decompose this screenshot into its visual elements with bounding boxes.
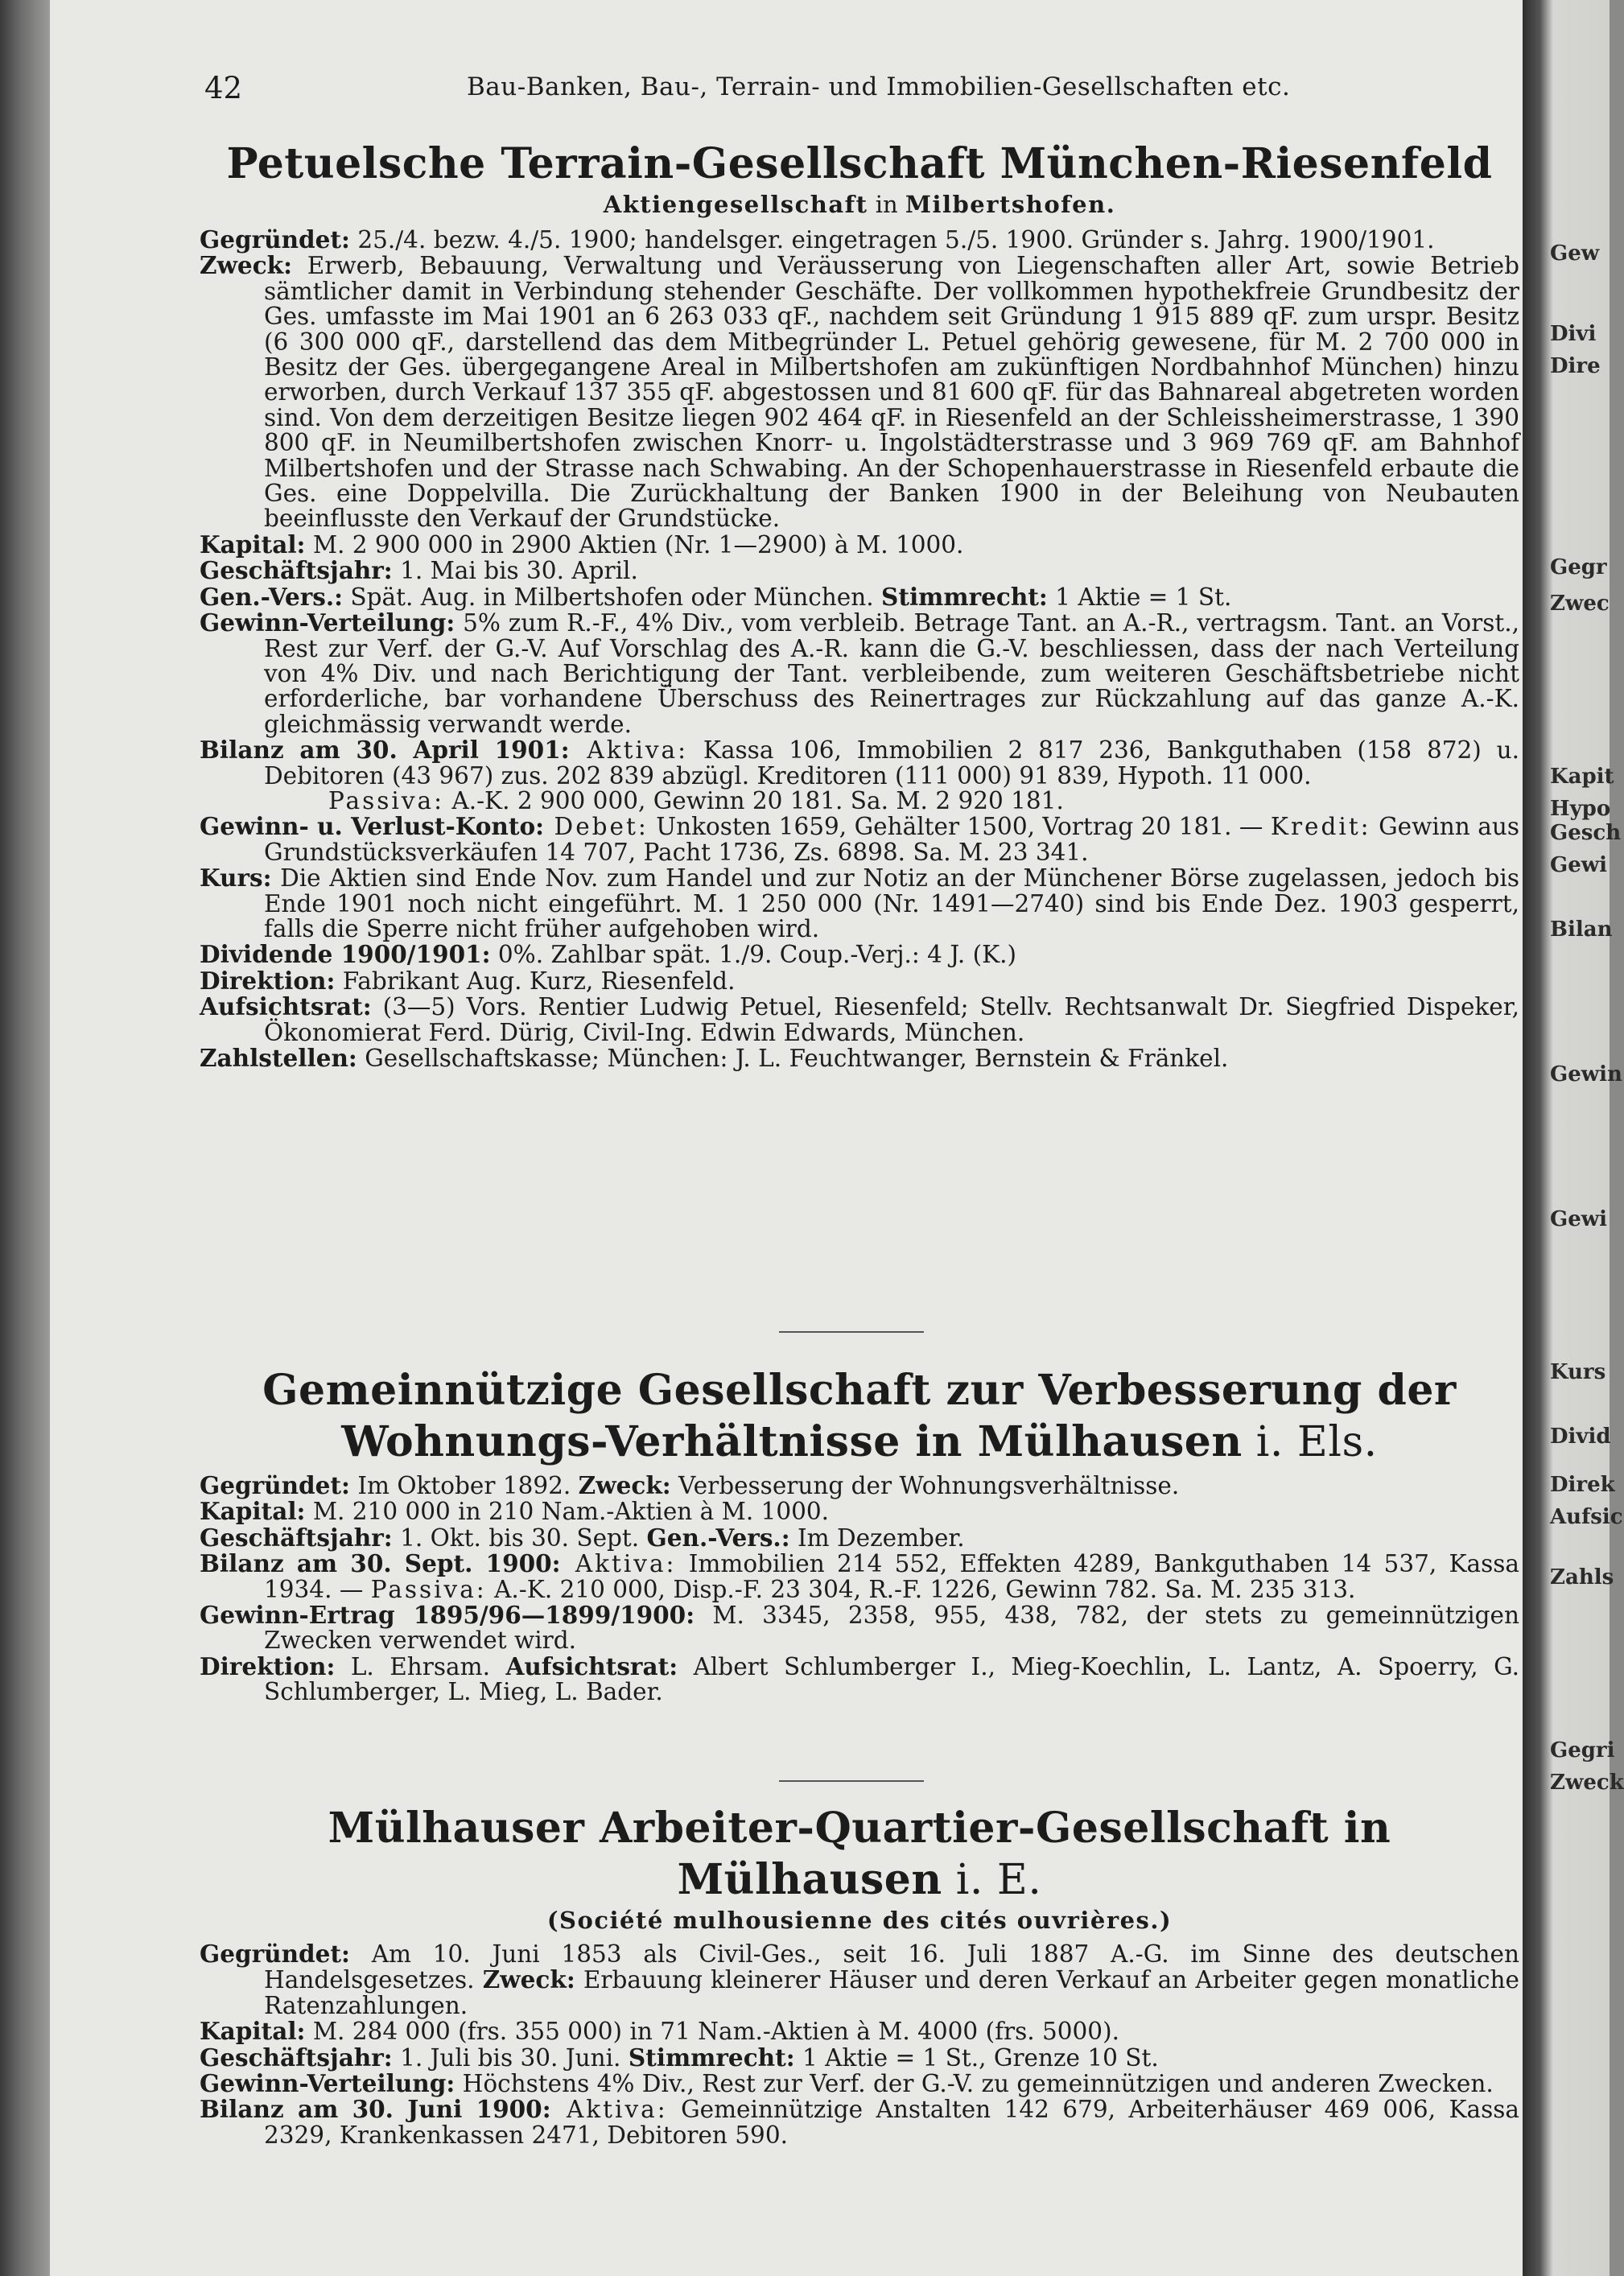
entry-gegruendet: Gegründet: 25./4. bezw. 4./5. 1900; handelsger. eingetragen 5./5. 1900. Gründer s. Jahrg. 1900/1901. bbox=[200, 225, 1435, 254]
entry-direktion: Direktion: Fabrikant Aug. Kurz, Riesenfeld. bbox=[200, 966, 736, 995]
section-title-line2: Wohnungs-Verhältnisse in Mülhausen i. Els. bbox=[341, 1417, 1378, 1466]
entry-kapital: Kapital: M. 2 900 000 in 2900 Aktien (Nr. 1—2900) à M. 1000. bbox=[200, 530, 964, 559]
entry-bilanz: Bilanz am 30. Sept. 1900: Aktiva: Immobilien 214 552, Effekten 4289, Bankguthaben 14 537, Kassa 1934. — Passiva: A.-K. 210 000, Disp.-F. 23 304, R.-F. 1226, Gewinn 782. Sa. M. 235 313. bbox=[200, 1549, 1519, 1603]
section-subtitle bbox=[200, 190, 1519, 219]
adjacent-page-fragment: Zweck bbox=[1550, 1771, 1624, 1795]
adjacent-page-fragment: Zwec bbox=[1550, 592, 1610, 616]
binding-edge bbox=[0, 0, 50, 2276]
section-petuelsche bbox=[200, 138, 1519, 1071]
entry-bilanz: Bilanz am 30. April 1901: Aktiva: Kassa 106, Immobilien 2 817 236, Bankguthaben (158 872) u. Debitoren (43 967) zus. 202 839 abzügl. Kreditoren (111 000) 91 839, Hypoth. 11 000. bbox=[200, 736, 1519, 790]
entry-gegruendet: Gegründet: Im Oktober 1892. Zweck: Verbesserung der Wohnungsverhältnisse. bbox=[200, 1471, 1180, 1499]
adjacent-page-fragment: Gegr bbox=[1550, 555, 1607, 579]
adjacent-page-fragment: Gewi bbox=[1550, 853, 1608, 877]
running-title: Bau-Banken, Bau-, Terrain- und Immobilien-Gesellschaften etc. bbox=[467, 72, 1291, 101]
adjacent-page-fragment: Kurs bbox=[1550, 1360, 1606, 1384]
section-title: Mülhauser Arbeiter-Quartier-Gesellschaft in Mülhausen i. E. bbox=[328, 1804, 1391, 1904]
adjacent-page-edge bbox=[1523, 0, 1624, 2276]
entry-geschaeftsjahr: Geschäftsjahr: 1. Mai bis 30. April. bbox=[200, 556, 638, 585]
entry-bilanz-passiva: Passiva: A.-K. 2 900 000, Gewinn 20 181. Sa. M. 2 920 181. bbox=[328, 786, 1064, 814]
adjacent-page-fragment: Gew bbox=[1550, 241, 1600, 266]
adjacent-page-fragment: Divid bbox=[1550, 1425, 1611, 1449]
adjacent-page-fragment: Gewi bbox=[1550, 1207, 1608, 1231]
entry-gewinn-ertrag: Gewinn-Ertrag 1895/96—1899/1900: M. 3345, 2358, 955, 438, 782, der stets zu gemeinnützigen Zwecken verwendet wird. bbox=[200, 1601, 1519, 1655]
entry-bilanz: Bilanz am 30. Juni 1900: Aktiva: Gemeinnützige Anstalten 142 679, Arbeiterhäuser 469 006, Kassa 2329, Krankenkassen 2471, Debitoren 590. bbox=[200, 2095, 1519, 2149]
adjacent-page-fragment: Divi bbox=[1550, 322, 1597, 346]
adjacent-page-fragment: Dire bbox=[1550, 354, 1601, 378]
entry-kapital: Kapital: M. 284 000 (frs. 355 000) in 71 Nam.-Aktien à M. 4000 (frs. 5000). bbox=[200, 2017, 1119, 2046]
entry-aufsichtsrat: Aufsichtsrat: (3—5) Vors. Rentier Ludwig Petuel, Riesenfeld; Stellv. Rechtsanwalt Dr. Siegfried Dispeker, Ökonomierat Ferd. Dürig, Civil-Ing. Edwin Edwards, München. bbox=[200, 992, 1519, 1046]
subtitle-prefix: Aktiengesellschaft bbox=[603, 191, 868, 218]
subtitle-place: Milbertshofen. bbox=[905, 191, 1116, 218]
entry-geschaeftsjahr: Geschäftsjahr: 1. Okt. bis 30. Sept. Gen.-Vers.: Im Dezember. bbox=[200, 1523, 965, 1552]
entry-gewinn-verteilung: Gewinn-Verteilung: Höchstens 4% Div., Rest zur Verf. der G.-V. zu gemeinnützigen und anderen Zwecken. bbox=[200, 2069, 1494, 2098]
entry-gewinn-verlust: Gewinn- u. Verlust-Konto: Debet: Unkosten 1659, Gehälter 1500, Vortrag 20 181. — Kredit: Gewinn aus Grundstücksverkäufen 14 707, Pacht 1736, Zs. 6898. Sa. M. 23 341. bbox=[200, 812, 1519, 866]
entry-geschaeftsjahr: Geschäftsjahr: 1. Juli bis 30. Juni. Stimmrecht: 1 Aktie = 1 St., Grenze 10 St. bbox=[200, 2043, 1159, 2072]
entry-zahlstellen: Zahlstellen: Gesellschaftskasse; München: J. L. Feuchtwanger, Bernstein & Fränkel. bbox=[200, 1044, 1229, 1072]
subtitle-middle: in bbox=[868, 191, 905, 218]
entry-gegruendet: Gegründet: Am 10. Juni 1853 als Civil-Ges., seit 16. Juli 1887 A.-G. im Sinne des deutschen Handelsgesetzes. Zweck: Erbauung kleinerer Häuser und deren Verkauf an Arbeiter gegen monatliche Ratenzahlungen. bbox=[200, 1940, 1519, 2019]
adjacent-page-fragment: Direk bbox=[1550, 1473, 1615, 1497]
entry-direktion: Direktion: L. Ehrsam. Aufsichtsrat: Albert Schlumberger I., Mieg-Koechlin, L. Lantz, A. Spoerry, G. Schlumberger, L. Mieg, L. Bader. bbox=[200, 1651, 1519, 1706]
entry-zweck: Zweck: Erwerb, Bebauung, Verwaltung und Veräusserung von Liegenschaften aller Art, sowie Betrieb sämtlicher damit in Verbindung stehender Geschäfte. Der vollkommen hypothekfreie Grundbesitz der Ges. umfasste im Mai 1901 an 6 263 033 qF., nachdem seit Gründung 1 915 889 qF. zum urspr. Besitz (6 300 000 qF., darstellend das dem Mitbegründer L. Petuel gehörig gewesene, für M. 2 700 000 in Besitz der Ges. übergegangene Areal in Milbertshofen am zukünftigen Nordbahnhof München) hinzu erworben, durch Verkauf 137 355 qF. abgestossen und 81 600 qF. für das Bahnareal abgetreten worden sind. Von dem derzeitigen Besitze liegen 902 464 qF. in Riesenfeld an der Schleissheimerstrasse, 1 390 800 qF. in Neumilbertshofen zwischen Knorr- u. Ingolstädterstrasse und 3 969 769 qF. am Bahnhof Milbertshofen und der Strasse nach Schwabing. An der Schopenhauerstrasse in Riesenfeld erbaute die Ges. eine Doppelvilla. Die Zurückhaltung der Banken 1900 in der Beleihung von Neubauten beeinflusste den Verkauf der Grundstücke. bbox=[200, 251, 1519, 533]
entry-gen-vers: Gen.-Vers.: Spät. Aug. in Milbertshofen oder München. Stimmrecht: 1 Aktie = 1 St. bbox=[200, 582, 1232, 611]
adjacent-page-fragment: Zahls bbox=[1550, 1565, 1614, 1589]
page-number: 42 bbox=[204, 71, 243, 105]
section-gemeinnuetzige bbox=[200, 1365, 1519, 1705]
adjacent-page-fragment: Bilan bbox=[1550, 917, 1613, 942]
section-subtitle: (Société mulhousienne des cités ouvrières.) bbox=[546, 1907, 1173, 1934]
section-divider bbox=[779, 1780, 924, 1782]
running-header bbox=[204, 71, 1524, 103]
entry-dividende: Dividende 1900/1901: 0%. Zahlbar spät. 1./9. Coup.-Verj.: 4 J. (K.) bbox=[200, 940, 1017, 969]
entry-gewinn-verteilung: Gewinn-Verteilung: 5% zum R.-F., 4% Div., vom verbleib. Betrage Tant. an A.-R., vertragsm. Tant. an Vorst., Rest zur Verf. der G.-V. Auf Vorschlag des A.-R. kann die G.-V. beschliessen, dass der nach Verteilung von 4% Div. und nach Berichtigung der Tant. verbleibende, zum weiteren Geschäftsbetriebe nicht erforderliche, bar vorhandene Überschuss des Reinertrages zur Rückzahlung auf das ganze A.-K. gleichmässig verwandt werde. bbox=[200, 608, 1519, 738]
adjacent-page-fragment: Gegri bbox=[1550, 1738, 1615, 1763]
adjacent-page-fragment: Gesch bbox=[1550, 821, 1622, 845]
section-divider bbox=[779, 1331, 924, 1333]
section-title: Gemeinnützige Gesellschaft zur Verbesserung der bbox=[262, 1366, 1457, 1415]
entry-kapital: Kapital: M. 210 000 in 210 Nam.-Aktien à M. 1000. bbox=[200, 1497, 830, 1526]
entry-kurs: Kurs: Die Aktien sind Ende Nov. zum Handel und zur Notiz an der Münchener Börse zugelassen, jedoch bis Ende 1901 noch nicht eingeführt. M. 1 250 000 (Nr. 1491—2740) sind bis Ende Dez. 1903 gesperrt, falls die Sperre nicht früher aufgehoben wird. bbox=[200, 864, 1519, 942]
adjacent-page-fragment: Hypo bbox=[1550, 797, 1611, 821]
section-muelhauser bbox=[200, 1803, 1519, 2148]
section-title: Petuelsche Terrain-Gesellschaft München-Riesenfeld bbox=[226, 139, 1493, 188]
adjacent-page-fragment: Aufsic bbox=[1550, 1505, 1623, 1529]
adjacent-page-fragment: Gewin bbox=[1550, 1062, 1622, 1086]
adjacent-page-fragment: Kapit bbox=[1550, 765, 1614, 789]
